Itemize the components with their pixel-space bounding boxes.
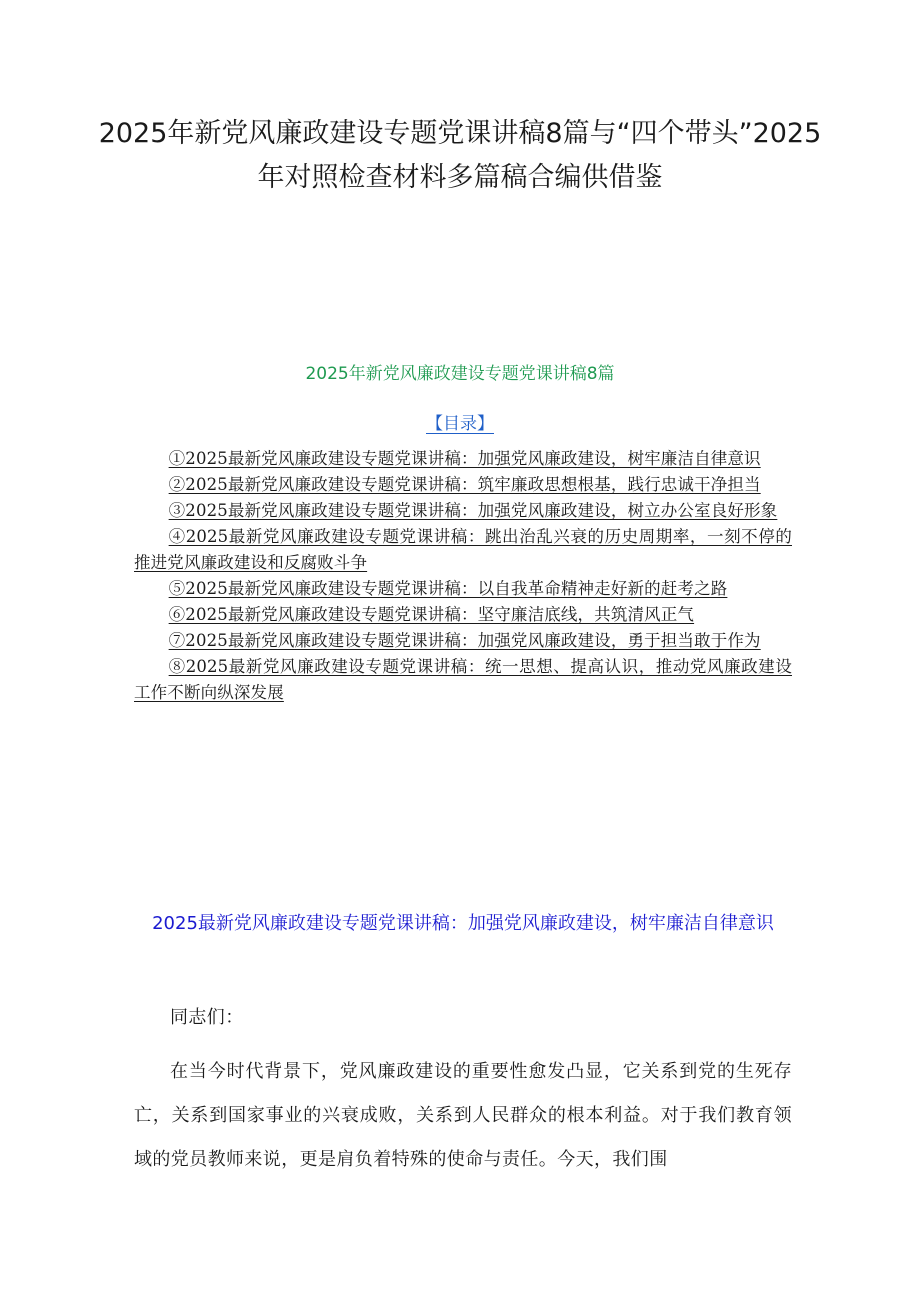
toc-item-2[interactable]: ②2025最新党风廉政建设专题党课讲稿：筑牢廉政思想根基，践行忠诚干净担当 (168, 475, 761, 494)
article-greeting: 同志们： (170, 1007, 244, 1028)
toc-item-8[interactable]: ⑧2025最新党风廉政建设专题党课讲稿：统一思想、提高认识，推动党风廉政建设工作不断向纵深发展 (134, 657, 792, 702)
toc-item-1[interactable]: ①2025最新党风廉政建设专题党课讲稿：加强党风廉政建设，树牢廉洁自律意识 (168, 449, 761, 468)
toc-item-3[interactable]: ③2025最新党风廉政建设专题党课讲稿：加强党风廉政建设，树立办公室良好形象 (168, 501, 778, 520)
toc-item-6[interactable]: ⑥2025最新党风廉政建设专题党课讲稿：坚守廉洁底线，共筑清风正气 (168, 605, 695, 624)
toc-item-7[interactable]: ⑦2025最新党风廉政建设专题党课讲稿：加强党风廉政建设，勇于担当敢于作为 (168, 631, 761, 650)
section-heading: 2025年新党风廉政建设专题党课讲稿8篇 (305, 364, 615, 384)
article-paragraph: 在当今时代背景下，党风廉政建设的重要性愈发凸显，它关系到党的生死存亡，关系到国家事业的兴衰成败，关系到人民群众的根本利益。对于我们教育领域的党员教师来说，更是肩负着特殊的使命与责任。今天，我们围 (134, 1061, 792, 1170)
toc-item-4[interactable]: ④2025最新党风廉政建设专题党课讲稿：跳出治乱兴衰的历史周期率，一刻不停的推进党风廉政建设和反腐败斗争 (134, 527, 792, 572)
document-title: 2025年新党风廉政建设专题党课讲稿8篇与“四个带头”2025年对照检查材料多篇稿合编供借鉴 (98, 118, 822, 193)
toc-label[interactable] (90, 410, 830, 438)
article-title: 2025最新党风廉政建设专题党课讲稿：加强党风廉政建设，树牢廉洁自律意识 (152, 913, 774, 934)
table-of-contents (134, 446, 792, 706)
article-body (134, 996, 792, 1182)
toc-label-text[interactable]: 【目录】 (426, 414, 494, 434)
toc-item-5[interactable]: ⑤2025最新党风廉政建设专题党课讲稿：以自我革命精神走好新的赶考之路 (168, 579, 728, 598)
